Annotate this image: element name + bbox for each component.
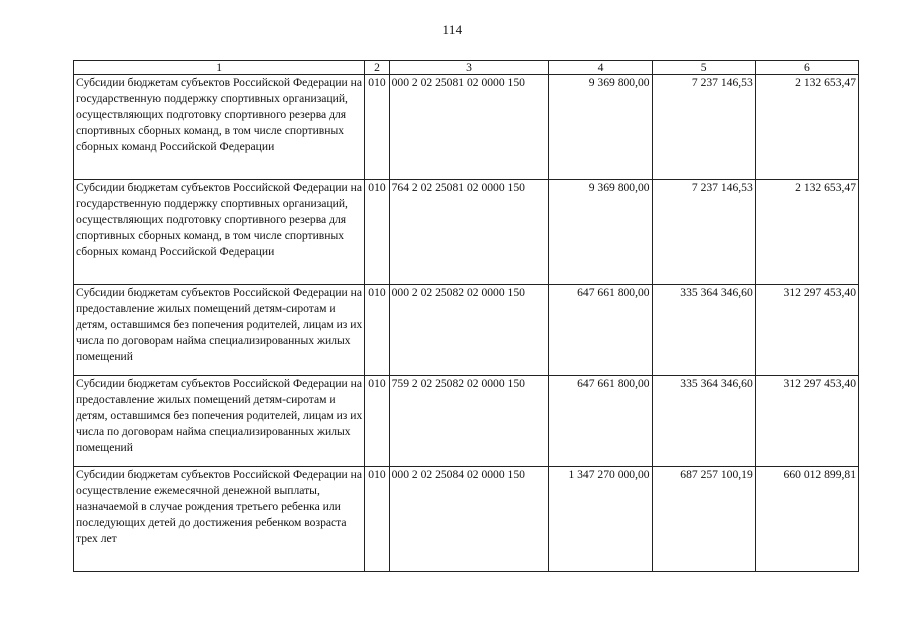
row-approved: 9 369 800,00 [549, 75, 652, 180]
row-name: Субсидии бюджетам субъектов Российской Федерации на государственную поддержку спортивных организаций, осуществляющих подготовку спортивного резерва для спортивных сборных команд, в том числе спортивных сборных команд Российской Федерации [74, 75, 365, 180]
row-budget-code: 000 2 02 25081 02 0000 150 [389, 75, 549, 180]
row-approved: 647 661 800,00 [549, 285, 652, 376]
row-executed: 335 364 346,60 [652, 376, 755, 467]
table-row [74, 285, 859, 376]
row-unexecuted: 312 297 453,40 [755, 376, 858, 467]
row-approved: 647 661 800,00 [549, 376, 652, 467]
row-executed: 687 257 100,19 [652, 467, 755, 572]
table-header-row [74, 61, 859, 75]
row-name: Субсидии бюджетам субъектов Российской Федерации на предоставление жилых помещений детям-сиротам и детям, оставшимся без попечения родителей, лицам из их числа по договорам найма специализированных жилых помещений [74, 285, 365, 376]
row-executed: 335 364 346,60 [652, 285, 755, 376]
row-line-code: 010 [365, 376, 389, 467]
row-name: Субсидии бюджетам субъектов Российской Федерации на осуществление ежемесячной денежной выплаты, назначаемой в случае рождения третьего ребенка или последующих детей до достижения ребенком возраста трех лет [74, 467, 365, 572]
table-row [74, 467, 859, 572]
table-row [74, 180, 859, 285]
row-approved: 1 347 270 000,00 [549, 467, 652, 572]
row-unexecuted: 2 132 653,47 [755, 180, 858, 285]
row-name: Субсидии бюджетам субъектов Российской Федерации на государственную поддержку спортивных организаций, осуществляющих подготовку спортивного резерва для спортивных сборных команд, в том числе спортивных сборных команд Российской Федерации [74, 180, 365, 285]
row-unexecuted: 2 132 653,47 [755, 75, 858, 180]
row-budget-code: 759 2 02 25082 02 0000 150 [389, 376, 549, 467]
row-budget-code: 000 2 02 25084 02 0000 150 [389, 467, 549, 572]
row-line-code: 010 [365, 467, 389, 572]
column-header: 5 [652, 61, 755, 75]
row-name: Субсидии бюджетам субъектов Российской Федерации на предоставление жилых помещений детям-сиротам и детям, оставшимся без попечения родителей, лицам из их числа по договорам найма специализированных жилых помещений [74, 376, 365, 467]
row-line-code: 010 [365, 285, 389, 376]
column-header: 1 [74, 61, 365, 75]
table-row [74, 376, 859, 467]
row-line-code: 010 [365, 75, 389, 180]
table-row [74, 75, 859, 180]
row-budget-code: 764 2 02 25081 02 0000 150 [389, 180, 549, 285]
row-approved: 9 369 800,00 [549, 180, 652, 285]
row-executed: 7 237 146,53 [652, 180, 755, 285]
row-unexecuted: 660 012 899,81 [755, 467, 858, 572]
budget-table [73, 60, 859, 572]
row-unexecuted: 312 297 453,40 [755, 285, 858, 376]
page-number: 114 [442, 22, 463, 37]
column-header: 6 [755, 61, 858, 75]
row-budget-code: 000 2 02 25082 02 0000 150 [389, 285, 549, 376]
column-header: 2 [365, 61, 389, 75]
row-executed: 7 237 146,53 [652, 75, 755, 180]
column-header: 3 [389, 61, 549, 75]
row-line-code: 010 [365, 180, 389, 285]
column-header: 4 [549, 61, 652, 75]
